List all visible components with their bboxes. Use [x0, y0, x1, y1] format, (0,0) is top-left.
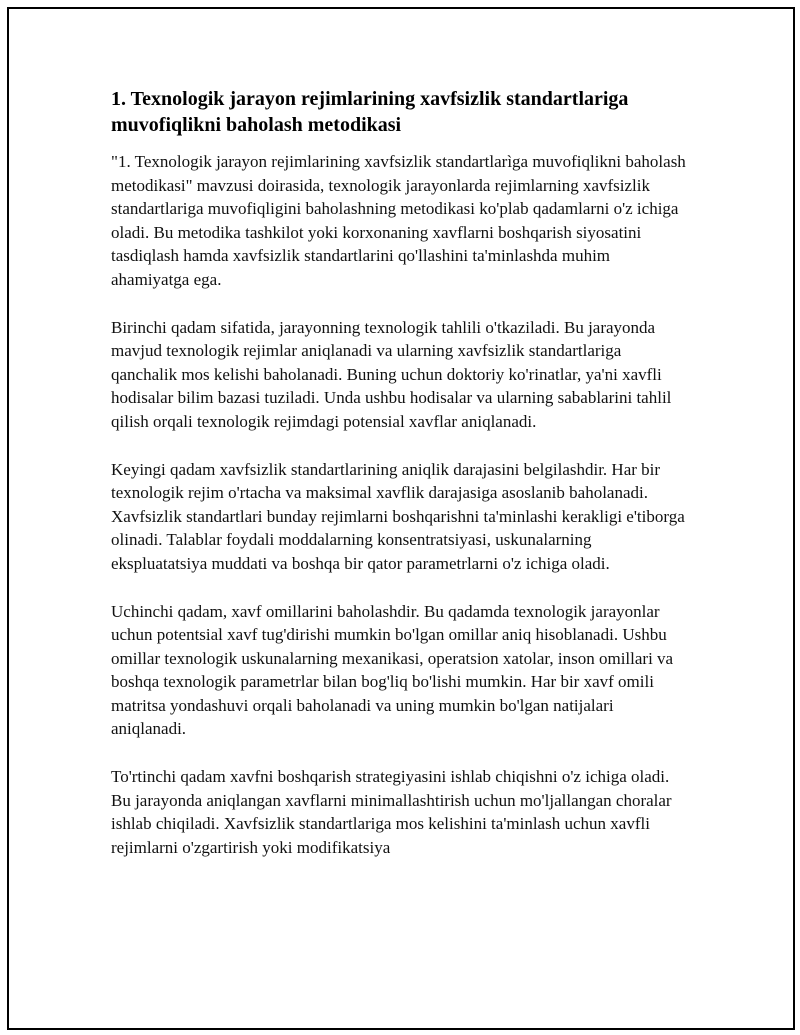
- section-heading: 1. Texnologik jarayon rejimlarining xavfsizlik standartlariga muvofiqlikni baholash metodikasi: [111, 88, 629, 136]
- document-body: [111, 86, 686, 883]
- paragraph-fourth-step: To'rtinchi qadam xavfni boshqarish strategiyasini ishlab chiqishni o'z ichiga oladi. Bu jarayonda aniqlangan xavflarni minimallashtirish uchun mo'ljallangan choralar ishlab chiqiladi. Xavfsizlik standartlariga mos kelishini ta'minlash uchun xavfli rejimlarni o'zgartirish yoki modifikatsiya: [111, 767, 672, 857]
- paragraph-intro: "1. Texnologik jarayon rejimlarining xavfsizlik standartlarìga muvofiqlikni baholash metodikasi" mavzusi doirasida, texnologik jarayonlarda rejimlarning xavfsizlik standartlariga muvofiqligini baholashning metodikasi ko'plab qadamlarni o'z ichiga oladi. Bu metodika tashkilot yoki korxonaning xavflarni boshqarish siyosatini tasdiqlash hamda xavfsizlik standartlarini qo'llashini ta'minlashda muhim ahamiyatga ega.: [111, 152, 686, 289]
- paragraph-next-step: Keyingi qadam xavfsizlik standartlarining aniqlik darajasini belgilashdir. Har bir texnologik rejim o'rtacha va maksimal xavflik darajasiga asoslanib baholanadi. Xavfsizlik standartlari bunday rejimlarni boshqarishni ta'minlashi kerakligi e'tiborga olinadi. Talablar foydali moddalarning konsentratsiyasi, uskunalarning ekspluatatsiya muddati va boshqa bir qator parametrlarni o'z ichiga oladi.: [111, 459, 685, 573]
- paragraph-first-step: Birinchi qadam sifatida, jarayonning texnologik tahlili o'tkaziladi. Bu jarayonda mavjud texnologik rejimlar aniqlanadi va ularning xavfsizlik standartlariga qanchalik mos kelishi baholanadi. Buning uchun doktoriy ko'rinatlar, ya'ni xavfli hodisalar bilim bazasi tuziladi. Unda ushbu hodisalar va ularning sabablarini tahlil qilish orqali texnologik rejimdagi potensial xavflar aniqlanadi.: [111, 317, 672, 431]
- paragraph-third-step: Uchinchi qadam, xavf omillarini baholashdir. Bu qadamda texnologik jarayonlar uchun potentsial xavf tug'dirishi mumkin bo'lgan omillar aniq hisoblanadi. Ushbu omillar texnologik uskunalarning mexanikasi, operatsion xatolar, inson omillari va boshqa texnologik parametrlar bilan bog'liq bo'lishi mumkin. Har bir xavf omili matritsa yondashuvi orqali baholanadi va uning mumkin bo'lgan natijalari aniqlanadi.: [111, 601, 674, 739]
